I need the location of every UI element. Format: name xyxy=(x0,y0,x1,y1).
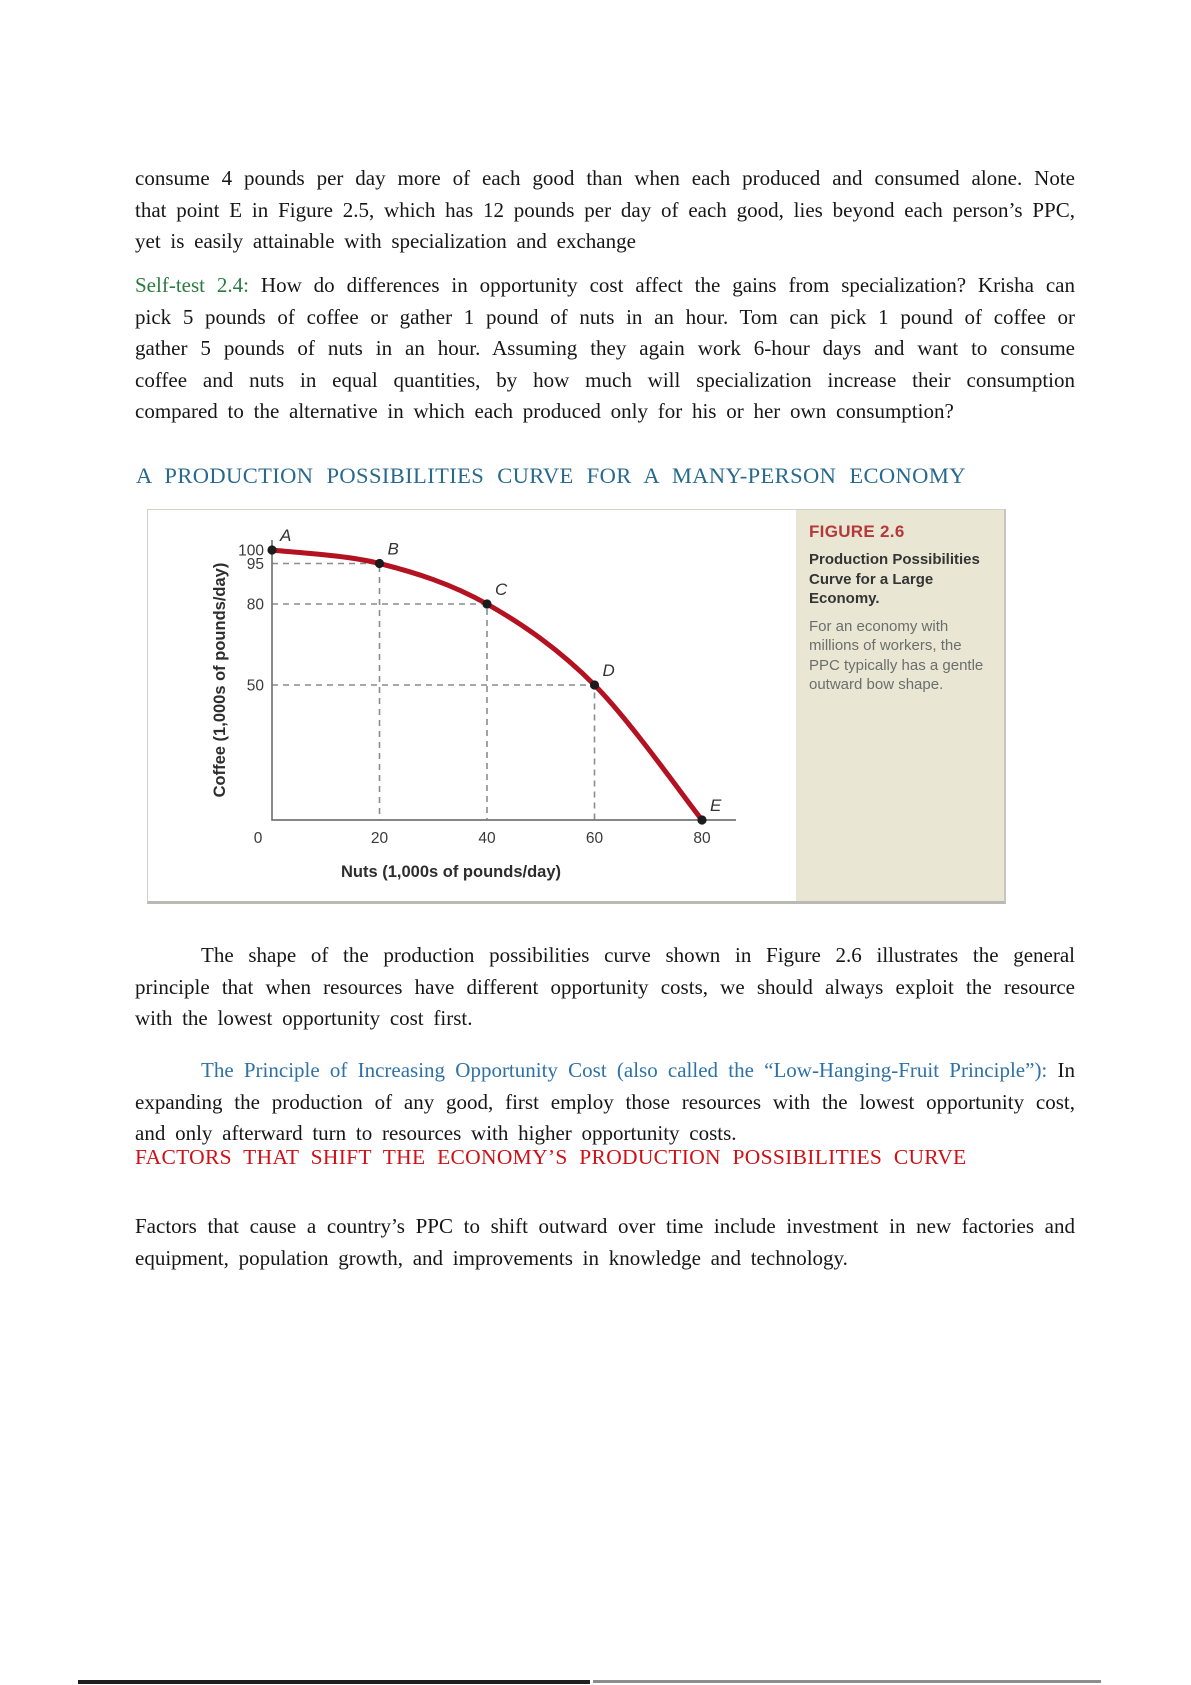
figure-label: FIGURE 2.6 xyxy=(809,522,905,541)
bottom-rule-dark xyxy=(78,1680,590,1684)
guide-line-D xyxy=(272,685,595,820)
principle-body: In expanding the production of any good, first employ those resources with the lowest opportunity cost, and only afterward turn to resources with higher opportunity costs. xyxy=(135,1058,1075,1145)
x-tick-40: 40 xyxy=(478,830,496,847)
point-label-A: A xyxy=(280,526,292,545)
y-axis-title: Coffee (1,000s of pounds/day) xyxy=(211,562,229,798)
bottom-rule-light xyxy=(593,1680,1101,1683)
paragraph-consume xyxy=(135,163,1075,258)
paragraph-shape-text: The shape of the production possibilities curve shown in Figure 2.6 illustrates the general principle that when resources have different opportunity costs, we should always exploit the resource with the lowest opportunity cost first. xyxy=(135,943,1075,1030)
paragraph-factors xyxy=(135,1211,1075,1274)
point-D xyxy=(590,680,599,689)
y-tick-50: 50 xyxy=(246,677,264,695)
figure-caption-panel xyxy=(796,510,1004,901)
paragraph-factors-text: Factors that cause a country’s PPC to shift outward over time include investment in new factories and equipment, population growth, and improvements in knowledge and technology. xyxy=(135,1214,1075,1270)
figure-2-6 xyxy=(147,509,1006,904)
x-axis-title: Nuts (1,000s of pounds/day) xyxy=(340,863,562,881)
x-tick-80: 80 xyxy=(693,830,711,847)
point-label-E: E xyxy=(710,796,722,815)
x-tick-0: 0 xyxy=(253,830,263,847)
paragraph-selftest xyxy=(135,270,1075,428)
paragraph-principle xyxy=(135,1055,1075,1150)
y-tick-100: 100 xyxy=(238,542,264,560)
y-tick-80: 80 xyxy=(246,596,264,614)
section-heading-factors: FACTORS THAT SHIFT THE ECONOMY’S PRODUCTION POSSIBILITIES CURVE xyxy=(135,1145,967,1169)
selftest-label: Self-test 2.4: xyxy=(135,273,261,297)
x-tick-60: 60 xyxy=(585,830,604,847)
principle-label: The Principle of Increasing Opportunity Cost (also called the “Low-Hanging-Fruit Principle”): xyxy=(201,1058,1058,1082)
point-label-C: C xyxy=(495,580,508,599)
figure-caption-body: For an economy with millions of workers, the PPC typically has a gentle outward bow shape. xyxy=(809,617,984,693)
selftest-body: How do differences in opportunity cost affect the gains from specialization? Krisha can pick 5 pounds of coffee or gather 1 pound of nuts in an hour. Tom can pick 1 pound of coffee or gather 5 pounds of nuts in an hour. Assuming they again work 6-hour days and want to consume coffee and nuts in equal quantities, by how much will specialization increase their consumption compared to the alternative in which each produced only for his or her own consumption? xyxy=(135,273,1075,423)
point-label-B: B xyxy=(387,539,399,559)
ppc-chart xyxy=(148,510,796,898)
paragraph-shape xyxy=(135,940,1075,1035)
x-tick-20: 20 xyxy=(370,830,389,847)
point-A xyxy=(267,545,276,554)
y-tick-95: 95 xyxy=(246,556,264,573)
point-C xyxy=(482,599,491,608)
paragraph-consume-text: consume 4 pounds per day more of each good than when each produced and consumed alone. Note that point E in Figure 2.5, which has 12 pounds per day of each good, lies beyond each person’s PPC, yet is easily attainable with specialization and exchange xyxy=(135,166,1075,253)
point-E xyxy=(697,815,706,824)
point-label-D: D xyxy=(602,661,615,680)
figure-caption-title: Production Possibilities Curve for a Large Economy. xyxy=(809,551,980,607)
section-heading-many-person-economy: A PRODUCTION POSSIBILITIES CURVE FOR A MANY-PERSON ECONOMY xyxy=(136,463,966,488)
ppc-chart-svg xyxy=(148,510,796,898)
guide-line-B xyxy=(272,564,380,821)
point-B xyxy=(375,559,384,568)
